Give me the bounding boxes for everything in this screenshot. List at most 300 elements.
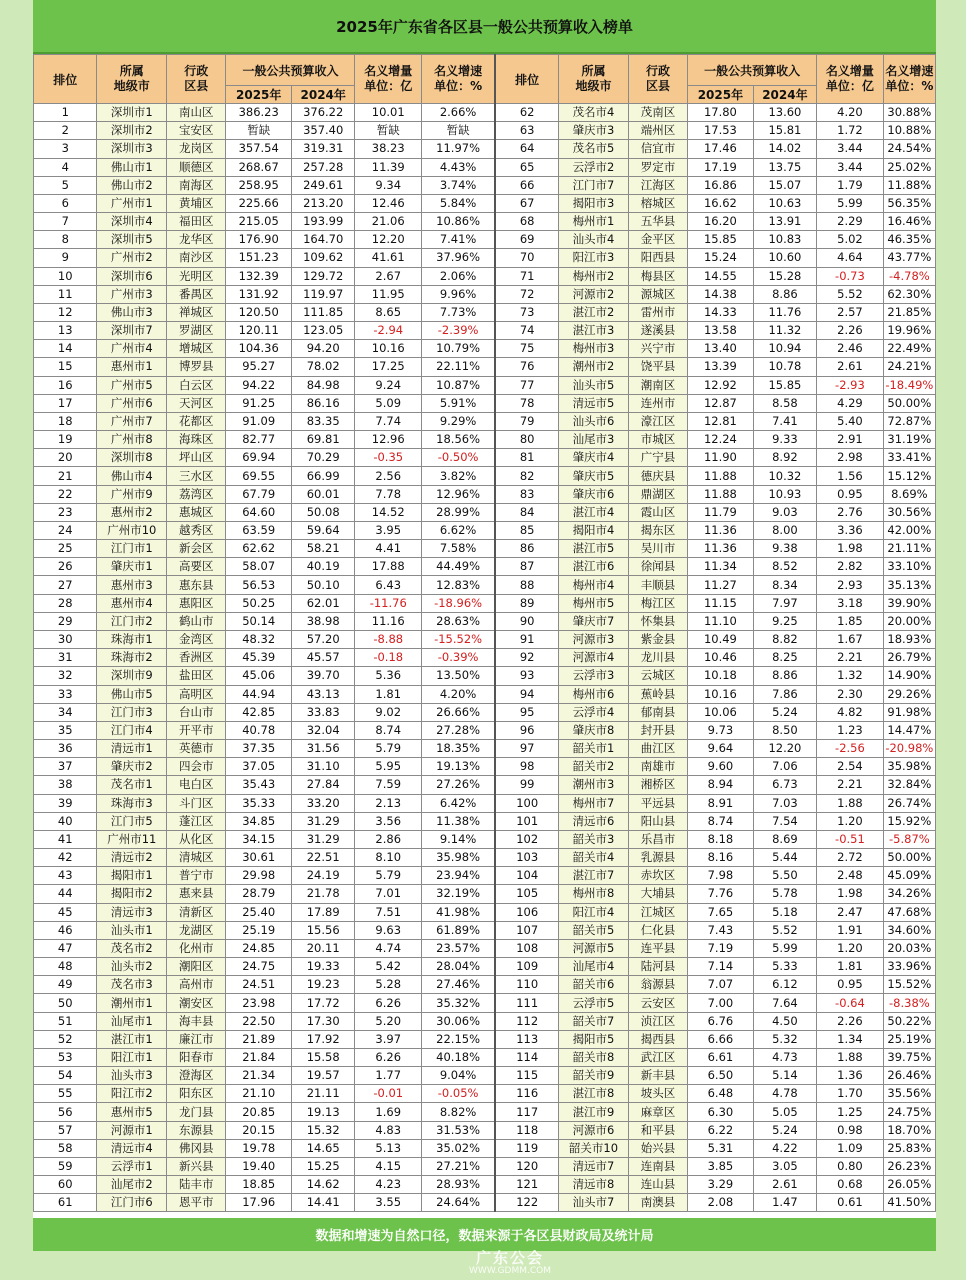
district-cell: 霞山区 — [628, 503, 687, 521]
district-cell: 斗门区 — [167, 794, 226, 812]
revenue-2024-cell: 57.20 — [291, 630, 354, 648]
increase-cell: 11.16 — [355, 612, 422, 630]
revenue-2025-cell: 16.62 — [688, 194, 754, 212]
rank-cell: 93 — [495, 667, 558, 685]
district-cell: 德庆县 — [628, 467, 687, 485]
city-cell: 肇庆市6 — [559, 485, 629, 503]
district-cell: 湘桥区 — [628, 776, 687, 794]
city-cell: 阳江市1 — [97, 1048, 167, 1066]
city-cell: 潮州市2 — [559, 358, 629, 376]
district-cell: 陆丰市 — [167, 1176, 226, 1194]
rank-cell: 119 — [495, 1139, 558, 1157]
growth-cell: 26.46% — [883, 1067, 935, 1085]
district-cell: 花都区 — [167, 412, 226, 430]
rank-cell: 63 — [495, 122, 558, 140]
growth-cell: -5.87% — [883, 830, 935, 848]
revenue-2024-cell: 357.40 — [291, 122, 354, 140]
header-year-2025: 2025年 — [688, 86, 754, 104]
revenue-2024-cell: 22.51 — [291, 849, 354, 867]
increase-cell: 1.70 — [817, 1085, 884, 1103]
increase-cell: 1.91 — [817, 921, 884, 939]
revenue-2024-cell: 10.93 — [753, 485, 816, 503]
city-cell: 惠州市1 — [97, 358, 167, 376]
table-row — [34, 467, 936, 485]
revenue-2025-cell: 3.85 — [688, 1157, 754, 1175]
rank-cell: 116 — [495, 1085, 558, 1103]
rank-cell: 120 — [495, 1157, 558, 1175]
table-row — [34, 340, 936, 358]
revenue-2025-cell: 23.98 — [226, 994, 292, 1012]
growth-cell: 15.52% — [883, 976, 935, 994]
table-row — [34, 104, 936, 122]
growth-cell: 11.88% — [883, 176, 935, 194]
increase-cell: 0.61 — [817, 1194, 884, 1212]
city-cell: 汕尾市3 — [559, 431, 629, 449]
revenue-2025-cell: 45.39 — [226, 649, 292, 667]
district-cell: 荔湾区 — [167, 485, 226, 503]
city-cell: 佛山市1 — [97, 158, 167, 176]
growth-cell: -18.49% — [883, 376, 935, 394]
growth-cell: 31.19% — [883, 431, 935, 449]
growth-cell: 29.26% — [883, 685, 935, 703]
growth-cell: 12.83% — [422, 576, 496, 594]
district-cell: 惠东县 — [167, 576, 226, 594]
growth-cell: 10.79% — [422, 340, 496, 358]
table-row — [34, 721, 936, 739]
city-cell: 肇庆市1 — [97, 558, 167, 576]
revenue-2024-cell: 19.33 — [291, 958, 354, 976]
increase-cell: 0.80 — [817, 1157, 884, 1175]
rank-cell: 9 — [34, 249, 97, 267]
revenue-2025-cell: 176.90 — [226, 231, 292, 249]
revenue-2025-cell: 7.07 — [688, 976, 754, 994]
increase-cell: 1.36 — [817, 1067, 884, 1085]
header-growth — [883, 55, 935, 104]
revenue-2025-cell: 131.92 — [226, 285, 292, 303]
table-row — [34, 594, 936, 612]
increase-cell: 6.26 — [355, 994, 422, 1012]
district-cell: 连山县 — [628, 1176, 687, 1194]
increase-cell: 10.01 — [355, 104, 422, 122]
revenue-2025-cell: 35.43 — [226, 776, 292, 794]
district-cell: 白云区 — [167, 376, 226, 394]
table-row — [34, 503, 936, 521]
growth-cell: 25.02% — [883, 158, 935, 176]
growth-cell: 30.88% — [883, 104, 935, 122]
increase-cell: 1.20 — [817, 812, 884, 830]
increase-cell: 4.15 — [355, 1157, 422, 1175]
growth-cell: 23.57% — [422, 939, 496, 957]
revenue-2025-cell: 7.00 — [688, 994, 754, 1012]
growth-cell: 13.50% — [422, 667, 496, 685]
increase-cell: 3.36 — [817, 521, 884, 539]
revenue-2024-cell: 13.75 — [753, 158, 816, 176]
city-cell: 清远市4 — [97, 1139, 167, 1157]
district-cell: 阳山县 — [628, 812, 687, 830]
revenue-2024-cell: 14.02 — [753, 140, 816, 158]
city-cell: 广州市9 — [97, 485, 167, 503]
revenue-2025-cell: 120.11 — [226, 322, 292, 340]
rank-cell: 60 — [34, 1176, 97, 1194]
revenue-2025-cell: 50.14 — [226, 612, 292, 630]
revenue-2024-cell: 8.50 — [753, 721, 816, 739]
revenue-2024-cell: 33.83 — [291, 703, 354, 721]
city-cell: 肇庆市8 — [559, 721, 629, 739]
city-cell: 惠州市5 — [97, 1103, 167, 1121]
city-cell: 茂名市4 — [559, 104, 629, 122]
city-cell: 清远市8 — [559, 1176, 629, 1194]
rank-cell: 110 — [495, 976, 558, 994]
city-cell: 广州市5 — [97, 376, 167, 394]
revenue-2025-cell: 20.15 — [226, 1121, 292, 1139]
revenue-2025-cell: 14.55 — [688, 267, 754, 285]
table-row — [34, 285, 936, 303]
rank-cell: 73 — [495, 303, 558, 321]
increase-cell: 4.64 — [817, 249, 884, 267]
header-year-2024: 2024年 — [291, 86, 354, 104]
increase-cell: 9.34 — [355, 176, 422, 194]
revenue-2025-cell: 25.19 — [226, 921, 292, 939]
district-cell: 龙岗区 — [167, 140, 226, 158]
growth-cell: 7.73% — [422, 303, 496, 321]
rank-cell: 33 — [34, 685, 97, 703]
growth-cell: 19.96% — [883, 322, 935, 340]
header-increase-unit: 单位：亿 — [364, 79, 413, 93]
city-cell: 广州市7 — [97, 412, 167, 430]
increase-cell: 2.93 — [817, 576, 884, 594]
revenue-2025-cell: 24.51 — [226, 976, 292, 994]
district-cell: 宝安区 — [167, 122, 226, 140]
rank-cell: 67 — [495, 194, 558, 212]
growth-cell: 34.60% — [883, 921, 935, 939]
rank-cell: 69 — [495, 231, 558, 249]
revenue-2025-cell: 120.50 — [226, 303, 292, 321]
growth-cell: 9.96% — [422, 285, 496, 303]
growth-cell: 10.86% — [422, 213, 496, 231]
watermark-logo-text: 广东公会 — [475, 1249, 544, 1267]
city-cell: 揭阳市1 — [97, 867, 167, 885]
rank-cell: 75 — [495, 340, 558, 358]
table-row — [34, 1067, 936, 1085]
revenue-2025-cell: 35.33 — [226, 794, 292, 812]
page-title: 2025年广东省各区县一般公共预算收入榜单 — [33, 0, 936, 54]
table-row — [34, 394, 936, 412]
city-cell: 韶关市1 — [559, 740, 629, 758]
growth-cell: 28.99% — [422, 503, 496, 521]
city-cell: 湛江市3 — [559, 322, 629, 340]
district-cell: 金湾区 — [167, 630, 226, 648]
city-cell: 江门市4 — [97, 721, 167, 739]
revenue-2025-cell: 69.55 — [226, 467, 292, 485]
increase-cell: 3.97 — [355, 1030, 422, 1048]
growth-cell: 72.87% — [883, 412, 935, 430]
revenue-2024-cell: 109.62 — [291, 249, 354, 267]
growth-cell: 21.85% — [883, 303, 935, 321]
increase-cell: 12.46 — [355, 194, 422, 212]
growth-cell: 25.83% — [883, 1139, 935, 1157]
revenue-2024-cell: 8.86 — [753, 285, 816, 303]
city-cell: 江门市5 — [97, 812, 167, 830]
growth-cell: 32.84% — [883, 776, 935, 794]
revenue-2024-cell: 14.41 — [291, 1194, 354, 1212]
revenue-2024-cell: 6.12 — [753, 976, 816, 994]
rank-cell: 47 — [34, 939, 97, 957]
growth-cell: 50.22% — [883, 1012, 935, 1030]
revenue-2025-cell: 10.06 — [688, 703, 754, 721]
header-revenue: 一般公共预算收入 — [688, 55, 817, 86]
revenue-2024-cell: 123.05 — [291, 322, 354, 340]
revenue-2024-cell: 40.19 — [291, 558, 354, 576]
district-cell: 怀集县 — [628, 612, 687, 630]
increase-cell: 1.77 — [355, 1067, 422, 1085]
city-cell: 深圳市3 — [97, 140, 167, 158]
city-cell: 珠海市1 — [97, 630, 167, 648]
revenue-2025-cell: 42.85 — [226, 703, 292, 721]
revenue-2024-cell: 66.99 — [291, 467, 354, 485]
revenue-2025-cell: 63.59 — [226, 521, 292, 539]
district-cell: 蕉岭县 — [628, 685, 687, 703]
growth-cell: 18.35% — [422, 740, 496, 758]
growth-cell: 4.43% — [422, 158, 496, 176]
growth-cell: 24.21% — [883, 358, 935, 376]
revenue-2025-cell: 28.79 — [226, 885, 292, 903]
district-cell: 开平市 — [167, 721, 226, 739]
growth-cell: 22.15% — [422, 1030, 496, 1048]
increase-cell: 5.28 — [355, 976, 422, 994]
increase-cell: 3.55 — [355, 1194, 422, 1212]
revenue-2025-cell: 12.92 — [688, 376, 754, 394]
table-row — [34, 358, 936, 376]
district-cell: 揭东区 — [628, 521, 687, 539]
district-cell: 普宁市 — [167, 867, 226, 885]
revenue-2024-cell: 59.64 — [291, 521, 354, 539]
district-cell: 博罗县 — [167, 358, 226, 376]
city-cell: 韶关市9 — [559, 1067, 629, 1085]
table-row — [34, 921, 936, 939]
table-row — [34, 794, 936, 812]
revenue-2025-cell: 14.38 — [688, 285, 754, 303]
district-cell: 光明区 — [167, 267, 226, 285]
revenue-2024-cell: 11.32 — [753, 322, 816, 340]
increase-cell: 1.88 — [817, 794, 884, 812]
growth-cell: 23.94% — [422, 867, 496, 885]
rank-cell: 53 — [34, 1048, 97, 1066]
district-cell: 连平县 — [628, 939, 687, 957]
growth-cell: 18.70% — [883, 1121, 935, 1139]
growth-cell: 18.56% — [422, 431, 496, 449]
rank-cell: 92 — [495, 649, 558, 667]
city-cell: 肇庆市7 — [559, 612, 629, 630]
rank-cell: 95 — [495, 703, 558, 721]
rank-cell: 66 — [495, 176, 558, 194]
district-cell: 罗定市 — [628, 158, 687, 176]
district-cell: 曲江区 — [628, 740, 687, 758]
district-cell: 信宜市 — [628, 140, 687, 158]
table-row — [34, 1176, 936, 1194]
rank-cell: 46 — [34, 921, 97, 939]
revenue-2025-cell: 8.74 — [688, 812, 754, 830]
city-cell: 阳江市4 — [559, 903, 629, 921]
city-cell: 河源市2 — [559, 285, 629, 303]
rank-cell: 59 — [34, 1157, 97, 1175]
growth-cell: 6.42% — [422, 794, 496, 812]
city-cell: 韶关市2 — [559, 758, 629, 776]
increase-cell: 3.44 — [817, 158, 884, 176]
rank-cell: 24 — [34, 521, 97, 539]
district-cell: 香洲区 — [167, 649, 226, 667]
district-cell: 乐昌市 — [628, 830, 687, 848]
growth-cell: 26.79% — [883, 649, 935, 667]
revenue-2025-cell: 11.10 — [688, 612, 754, 630]
district-cell: 丰顺县 — [628, 576, 687, 594]
revenue-2024-cell: 19.23 — [291, 976, 354, 994]
city-cell: 韶关市8 — [559, 1048, 629, 1066]
growth-cell: 28.63% — [422, 612, 496, 630]
rank-cell: 115 — [495, 1067, 558, 1085]
city-cell: 湛江市1 — [97, 1030, 167, 1048]
revenue-2025-cell: 13.40 — [688, 340, 754, 358]
increase-cell: 5.20 — [355, 1012, 422, 1030]
rank-cell: 51 — [34, 1012, 97, 1030]
growth-cell: 47.68% — [883, 903, 935, 921]
district-cell: 南海区 — [167, 176, 226, 194]
city-cell: 茂名市1 — [97, 776, 167, 794]
rank-cell: 36 — [34, 740, 97, 758]
revenue-2025-cell: 17.19 — [688, 158, 754, 176]
revenue-2024-cell: 45.57 — [291, 649, 354, 667]
increase-cell: -2.93 — [817, 376, 884, 394]
growth-cell: 62.30% — [883, 285, 935, 303]
revenue-2024-cell: 43.13 — [291, 685, 354, 703]
city-cell: 江门市7 — [559, 176, 629, 194]
rank-cell: 62 — [495, 104, 558, 122]
growth-cell: -8.38% — [883, 994, 935, 1012]
revenue-2025-cell: 91.25 — [226, 394, 292, 412]
table-row — [34, 885, 936, 903]
revenue-2025-cell: 48.32 — [226, 630, 292, 648]
city-cell: 韶关市7 — [559, 1012, 629, 1030]
revenue-2024-cell: 86.16 — [291, 394, 354, 412]
increase-cell: 8.65 — [355, 303, 422, 321]
increase-cell: 5.02 — [817, 231, 884, 249]
city-cell: 河源市6 — [559, 1121, 629, 1139]
city-cell: 湛江市4 — [559, 503, 629, 521]
increase-cell: 1.72 — [817, 122, 884, 140]
district-cell: 雷州市 — [628, 303, 687, 321]
city-cell: 佛山市3 — [97, 303, 167, 321]
revenue-2024-cell: 164.70 — [291, 231, 354, 249]
district-cell: 清新区 — [167, 903, 226, 921]
increase-cell: 4.41 — [355, 540, 422, 558]
increase-cell: 9.02 — [355, 703, 422, 721]
rank-cell: 1 — [34, 104, 97, 122]
city-cell: 惠州市4 — [97, 594, 167, 612]
city-cell: 广州市1 — [97, 194, 167, 212]
revenue-2025-cell: 91.09 — [226, 412, 292, 430]
revenue-2024-cell: 31.29 — [291, 812, 354, 830]
increase-cell: 4.82 — [817, 703, 884, 721]
district-cell: 揭西县 — [628, 1030, 687, 1048]
revenue-2024-cell: 319.31 — [291, 140, 354, 158]
increase-cell: 3.18 — [817, 594, 884, 612]
revenue-2025-cell: 9.60 — [688, 758, 754, 776]
increase-cell: 2.21 — [817, 649, 884, 667]
revenue-2024-cell: 24.19 — [291, 867, 354, 885]
district-cell: 徐闻县 — [628, 558, 687, 576]
rank-cell: 13 — [34, 322, 97, 340]
city-cell: 汕头市2 — [97, 958, 167, 976]
rank-cell: 28 — [34, 594, 97, 612]
city-cell: 深圳市9 — [97, 667, 167, 685]
district-cell: 连州市 — [628, 394, 687, 412]
growth-cell: 35.13% — [883, 576, 935, 594]
district-cell: 鼎湖区 — [628, 485, 687, 503]
growth-cell: 24.64% — [422, 1194, 496, 1212]
city-cell: 江门市3 — [97, 703, 167, 721]
growth-cell: 3.74% — [422, 176, 496, 194]
table-row — [34, 1157, 936, 1175]
rank-cell: 112 — [495, 1012, 558, 1030]
rank-cell: 50 — [34, 994, 97, 1012]
rank-cell: 45 — [34, 903, 97, 921]
revenue-2024-cell: 5.14 — [753, 1067, 816, 1085]
city-cell: 阳江市3 — [559, 249, 629, 267]
city-cell: 江门市6 — [97, 1194, 167, 1212]
revenue-2024-cell: 15.32 — [291, 1121, 354, 1139]
growth-cell: 34.26% — [883, 885, 935, 903]
revenue-2025-cell: 8.91 — [688, 794, 754, 812]
city-cell: 清远市2 — [97, 849, 167, 867]
city-cell: 深圳市8 — [97, 449, 167, 467]
revenue-2025-cell: 24.85 — [226, 939, 292, 957]
city-cell: 云浮市1 — [97, 1157, 167, 1175]
growth-cell: 27.46% — [422, 976, 496, 994]
revenue-2024-cell: 4.22 — [753, 1139, 816, 1157]
rank-cell: 74 — [495, 322, 558, 340]
increase-cell: 2.13 — [355, 794, 422, 812]
city-cell: 河源市1 — [97, 1121, 167, 1139]
district-cell: 清城区 — [167, 849, 226, 867]
rank-cell: 107 — [495, 921, 558, 939]
revenue-2024-cell: 31.10 — [291, 758, 354, 776]
rank-cell: 121 — [495, 1176, 558, 1194]
revenue-2024-cell: 5.44 — [753, 849, 816, 867]
increase-cell: 2.76 — [817, 503, 884, 521]
revenue-2024-cell: 32.04 — [291, 721, 354, 739]
city-cell: 梅州市6 — [559, 685, 629, 703]
district-cell: 三水区 — [167, 467, 226, 485]
revenue-2024-cell: 58.21 — [291, 540, 354, 558]
revenue-2025-cell: 34.15 — [226, 830, 292, 848]
revenue-2025-cell: 29.98 — [226, 867, 292, 885]
revenue-2025-cell: 11.90 — [688, 449, 754, 467]
header-increase — [355, 55, 422, 104]
revenue-2025-cell: 19.40 — [226, 1157, 292, 1175]
rank-cell: 79 — [495, 412, 558, 430]
increase-cell: 1.81 — [355, 685, 422, 703]
revenue-2025-cell: 6.61 — [688, 1048, 754, 1066]
city-cell: 韶关市5 — [559, 921, 629, 939]
revenue-2025-cell: 56.53 — [226, 576, 292, 594]
growth-cell: 35.98% — [883, 758, 935, 776]
growth-cell: 5.84% — [422, 194, 496, 212]
revenue-2025-cell: 37.05 — [226, 758, 292, 776]
header-growth-unit: 单位：% — [885, 79, 934, 93]
city-cell: 梅州市4 — [559, 576, 629, 594]
increase-cell: 11.95 — [355, 285, 422, 303]
table-row — [34, 1085, 936, 1103]
rank-cell: 117 — [495, 1103, 558, 1121]
